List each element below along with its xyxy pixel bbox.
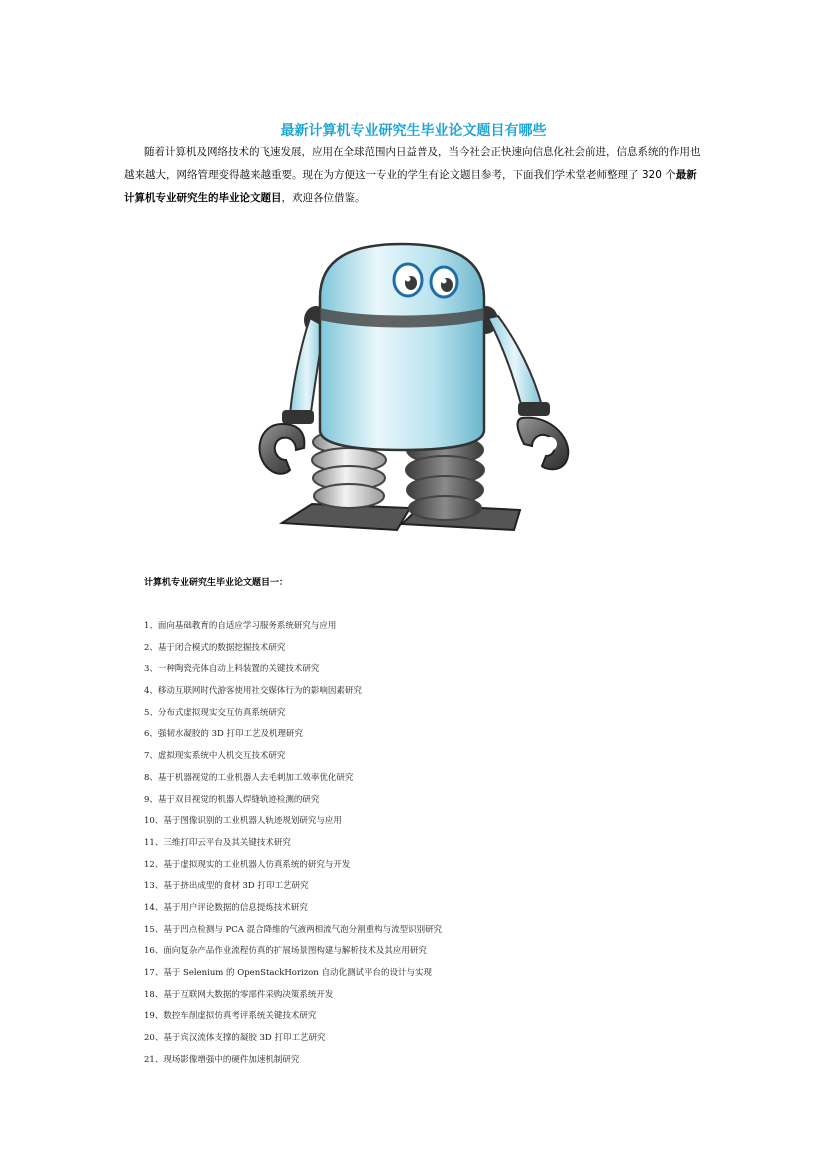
intro-text-bold: 最新计算机专业研究生的毕业论文题目 — [124, 169, 697, 204]
topic-item: 2、基于闭合模式的数据挖掘技术研究 — [144, 642, 286, 653]
topic-item: 6、强韧水凝胶的 3D 打印工艺及机理研究 — [144, 729, 304, 740]
topic-item: 1、面向基础教育的自适应学习服务系统研究与应用 — [144, 621, 337, 631]
topic-item: 12、基于虚拟现实的工业机器人仿真系统的研究与开发 — [144, 859, 351, 870]
intro-text-part1: 随着计算机及网络技术的飞速发展，应用在全球范围内日益普及，当今社会正快速向信息化社会前进，信息系统的作用也越来越大，网络管理变得越来越重要。现在为方便这一专业的学生有论文题目参考，下面我们学术堂老师整理了 320 个 — [124, 146, 701, 181]
topic-item: 14、基于用户评论数据的信息提炼技术研究 — [144, 902, 308, 913]
topic-item: 10、基于图像识别的工业机器人轨迹规划研究与应用 — [144, 816, 342, 827]
topic-item: 21、现场影像增强中的硬件加速机制研究 — [144, 1054, 300, 1065]
topic-item: 16、面向复杂产品作业流程仿真的扩展场景图构建与解析技术及其应用研究 — [144, 946, 427, 957]
topic-item: 5、分布式虚拟现实交互仿真系统研究 — [144, 707, 286, 718]
page-title: 最新计算机专业研究生毕业论文题目有哪些 — [280, 123, 547, 139]
topic-item: 11、三维打印云平台及其关键技术研究 — [144, 837, 291, 848]
section-heading: 计算机专业研究生毕业论文题目一： — [144, 578, 289, 588]
topic-list — [144, 616, 704, 1071]
topic-item: 3、一种陶瓷壳体自动上料装置的关键技术研究 — [144, 664, 320, 675]
intro-paragraph — [124, 141, 704, 210]
robot-right-arm — [474, 306, 568, 469]
topic-item: 8、基于机器视觉的工业机器人去毛刺加工效率优化研究 — [144, 772, 354, 783]
intro-text-part2: ，欢迎各位借鉴。 — [281, 192, 366, 204]
topic-item: 9、基于双目视觉的机器人焊缝轨迹检测的研究 — [144, 794, 320, 805]
topic-item: 20、基于宾汉流体支撑的凝胶 3D 打印工艺研究 — [144, 1033, 326, 1044]
topic-item: 19、数控车削虚拟仿真考评系统关键技术研究 — [144, 1011, 317, 1022]
topic-item: 13、基于挤出成型的食材 3D 打印工艺研究 — [144, 881, 309, 892]
robot-illustration — [252, 238, 580, 538]
topic-item: 4、移动互联网时代游客使用社交媒体行为的影响因素研究 — [144, 686, 362, 697]
topic-item: 15、基于凹点检测与 PCA 混合降维的气液两相流气泡分割重构与流型识别研究 — [144, 924, 443, 935]
robot-feet — [282, 504, 520, 530]
topic-item: 18、基于互联网大数据的零部件采购决策系统开发 — [144, 989, 334, 1000]
topic-item: 17、基于 Selenium 的 OpenStackHorizon 自动化测试平台的设计与实现 — [144, 968, 432, 978]
topic-item: 7、虚拟现实系统中人机交互技术研究 — [144, 751, 286, 762]
